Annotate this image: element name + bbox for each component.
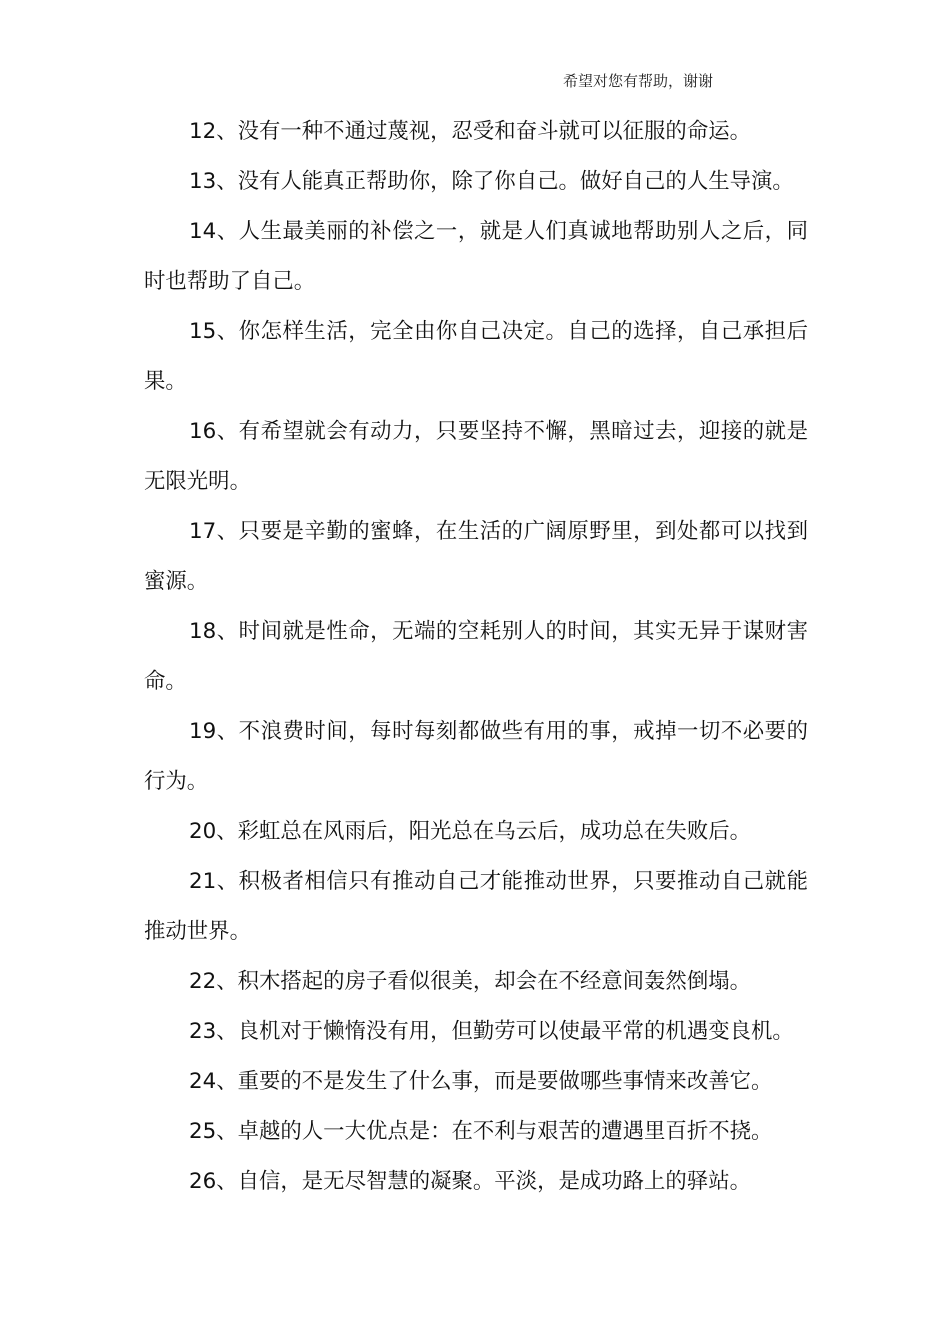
- paragraph-13: 13、没有人能真正帮助你，除了你自己。做好自己的人生导演。: [189, 169, 794, 194]
- paragraph-24: 24、重要的不是发生了什么事，而是要做哪些事情来改善它。: [189, 1069, 773, 1094]
- paragraph-14: 14、人生最美丽的补偿之一，就是人们真诚地帮助别人之后，同时也帮助了自己。: [144, 219, 808, 294]
- paragraph-23: 23、良机对于懒惰没有用，但勤劳可以使最平常的机遇变良机。: [189, 1019, 794, 1044]
- paragraph-20: 20、彩虹总在风雨后，阳光总在乌云后，成功总在失败后。: [189, 819, 751, 844]
- paragraph-21: 21、积极者相信只有推动自己才能推动世界，只要推动自己就能推动世界。: [144, 869, 808, 944]
- paragraph-26: 26、自信，是无尽智慧的凝聚。平淡，是成功路上的驿站。: [189, 1169, 751, 1194]
- paragraph-19: 19、不浪费时间，每时每刻都做些有用的事，戒掉一切不必要的行为。: [144, 719, 808, 794]
- paragraph-16: 16、有希望就会有动力，只要坚持不懈，黑暗过去，迎接的就是无限光明。: [144, 419, 808, 494]
- paragraph-17: 17、只要是辛勤的蜜蜂，在生活的广阔原野里，到处都可以找到蜜源。: [144, 519, 808, 594]
- document-body: [144, 107, 808, 1207]
- header-note: 希望对您有帮助，谢谢: [563, 72, 714, 90]
- paragraph-12: 12、没有一种不通过蔑视，忍受和奋斗就可以征服的命运。: [189, 119, 751, 144]
- paragraph-25: 25、卓越的人一大优点是：在不利与艰苦的遭遇里百折不挠。: [189, 1119, 773, 1144]
- paragraph-15: 15、你怎样生活，完全由你自己决定。自己的选择，自己承担后果。: [144, 319, 808, 394]
- paragraph-18: 18、时间就是性命，无端的空耗别人的时间，其实无异于谋财害命。: [144, 619, 808, 694]
- paragraph-22: 22、积木搭起的房子看似很美，却会在不经意间轰然倒塌。: [189, 969, 751, 994]
